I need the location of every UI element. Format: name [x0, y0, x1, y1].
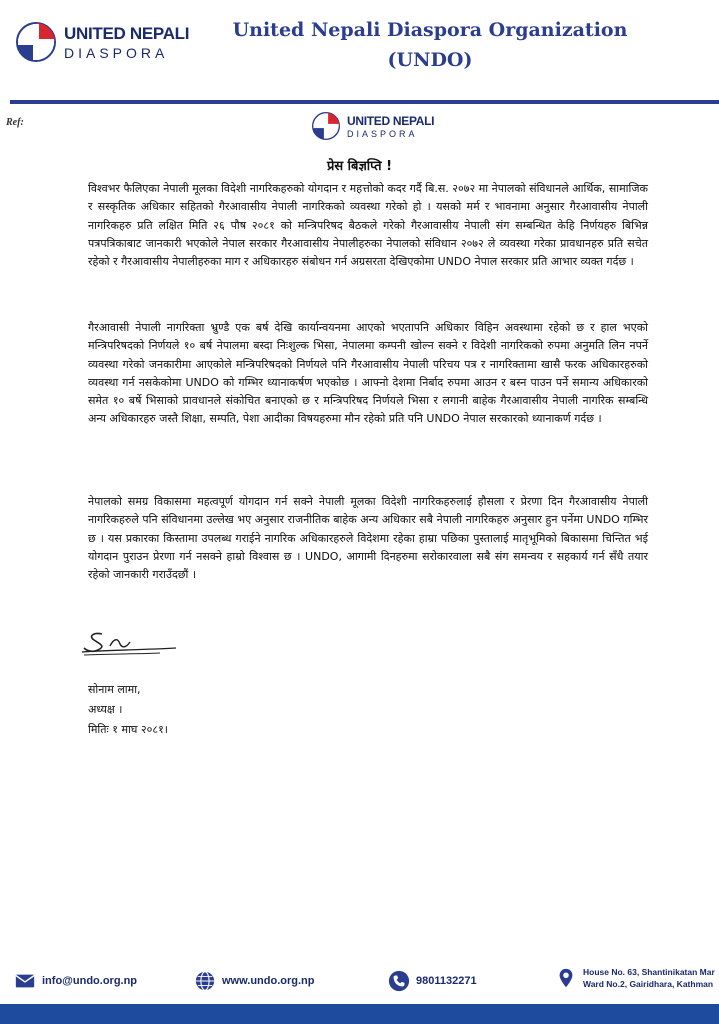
handwritten-signature [80, 626, 180, 658]
footer-email[interactable] [14, 970, 137, 994]
footer-phone[interactable] [388, 970, 477, 994]
undo-logo [16, 22, 190, 66]
paragraph-2: गैरआवासी नेपाली नागरिक्ता भ्रुण्डै एक बर्ष देखि कार्यान्वयनमा आएको भएतापनि अधिकार विहिन अवस्थामा रहेको छ र हाल भएको मन्त्रिपरिषदको निर्णयले १० बर्ष नेपालमा बस्दा निःशुल्क भिसा, नेपालमा कम्पनी खोल्न सक्ने र विदेशी नागरिकको रुपमा अनुमति लिन नपर्ने व्यवस्था गरेको जनकारीमा आएकोले मन्त्रिपरिषदको निर्णयले पनि गैरआवासीय नेपाली परिचय पत्र र नागरिक्तामा खासै फरक अधिकारहरुको व्यवस्था गर्न नसकेकोमा UNDO को गम्भिर ध्यानाकर्षण भएकोछ । आफ्नो देशमा निर्बाद रुपमा आउन र बस्न पाउन पर्ने समान्य अधिकारको समेत १० बर्षे भिसाको प्रावधानले संकोचित बनाएको छ र मन्त्रिपरिषद निर्णयले भिसा र लगानी बाहेक गैरआवासीय नेपाली नागरिक सम्बन्धि अन्य अधिकारहरु जस्तै शिक्षा, सम्पति, पेशा आदीका विषयहरुमा मौन रहेको प्रति पनि UNDO नेपाल सरकारको ध्यानाकर्ण गर्दछ । [88, 321, 648, 426]
envelope-icon [14, 970, 36, 992]
organization-title [205, 15, 655, 75]
footer-phone-text: 9801132271 [416, 975, 477, 987]
location-pin-icon [555, 967, 577, 989]
paragraph-1: विश्वभर फैलिएका नेपाली मूलका विदेशी नागरिकहरुको योगदान र महत्तोको कदर गर्दै बि.स. २०७२ मा नेपालको संविधानले आर्थिक, सामाजिक र सस्कृतिक अधिकार सहितको गैरआवासीय नेपाली नागरिकको व्यवस्था गरेको हो । यसको मर्म र भावनामा अनुसार गैरआवासीय नेपाली नागरिकहरु प्रति लक्षित मिति २६ पौष २०८१ को मन्त्रिपरिषद बैठकले गरेको गैरआवासीय नेपाली संग सम्बन्धित केहि निर्णयहरु बिभिन्न पत्रपत्रिकाबाट जानकारी भएकोले नेपाल सरकार गैरआवासीय नेपालीहरुका नेपालको संविधान २०७२ ले व्यवस्था गरेका प्रावधानहरु प्रति सचेत रहेको र गैरआवासीय नेपालीहरुका माग र अधिकारहरु संबोधन गर्न अग्रसरता देखिएकोमा UNDO नेपाल सरकार प्रति आभार व्यक्त गर्दछ । [88, 182, 648, 269]
organization-name: United Nepali Diaspora Organization [232, 19, 628, 41]
footer-address-text [583, 966, 715, 990]
phone-icon [388, 970, 410, 992]
organization-abbreviation: (UNDO) [387, 49, 473, 71]
press-release-title: प्रेस बिज्ञप्ति ! [326, 159, 393, 174]
globe-icon [194, 970, 216, 992]
footer [0, 958, 719, 1004]
logo-text-line1: UNITED NEPALI [64, 24, 190, 43]
footer-website[interactable] [194, 970, 314, 994]
paragraph-3: नेपालको समग्र विकासमा महत्वपूर्ण योगदान गर्न सक्ने नेपाली मूलका विदेशी नागरिकहरुलाई हौसला र प्रेरणा दिन गैरआवासीय नेपाली नागरिकहरुले पनि संविधानमा उल्लेख भए अनुसार राजनीतिक बाहेक अन्य अधिकार सबै नेपाली नागरिकहरु अनुसार हुन पर्नेमा UNDO गम्भिर छ । यस प्रकारका किस्तामा उपलब्ध गराईने नागरिक अधिकारहरुले विदेशमा रहेका हाम्रा पछिका पुस्तालाई मातृभूमिको बिकासमा चिन्तित भई योगदान पुराउन प्रेरणा गर्न नसक्ने हाम्रो विश्वास छ । UNDO, आगामी दिनहरुमा सरोकारवाला सबै संग समन्वय र सहकार्य गर्न सँधै तयार रहेको जानकारी गराउँदछौं । [88, 495, 648, 582]
footer-website-text: www.undo.org.np [222, 975, 315, 987]
footer-address [555, 966, 715, 990]
logo-small-text-line2: DIASPORA [347, 129, 418, 139]
logo-text-line2: DIASPORA [64, 45, 169, 61]
footer-address-line1: House No. 63, Shantinikatan Mar [583, 967, 715, 977]
signatory-name: सोनाम लामा, [88, 683, 141, 696]
signatory-block [88, 680, 168, 740]
signatory-title: अध्यक्ष । [88, 703, 123, 716]
header-divider [10, 100, 719, 104]
logo-small-text-line1: UNITED NEPALI [347, 114, 435, 128]
undo-logo-mark-icon [16, 22, 56, 62]
footer-address-line2: Ward No.2, Gairidhara, Kathman [583, 979, 714, 989]
undo-logo-mark-small-icon [312, 112, 340, 140]
footer-bar [0, 1004, 719, 1024]
signatory-date: मितिः १ माघ २०८१। [88, 723, 168, 736]
undo-logo-small [312, 112, 435, 146]
footer-email-text: info@undo.org.np [42, 975, 138, 987]
ref-label: Ref: [6, 117, 24, 128]
